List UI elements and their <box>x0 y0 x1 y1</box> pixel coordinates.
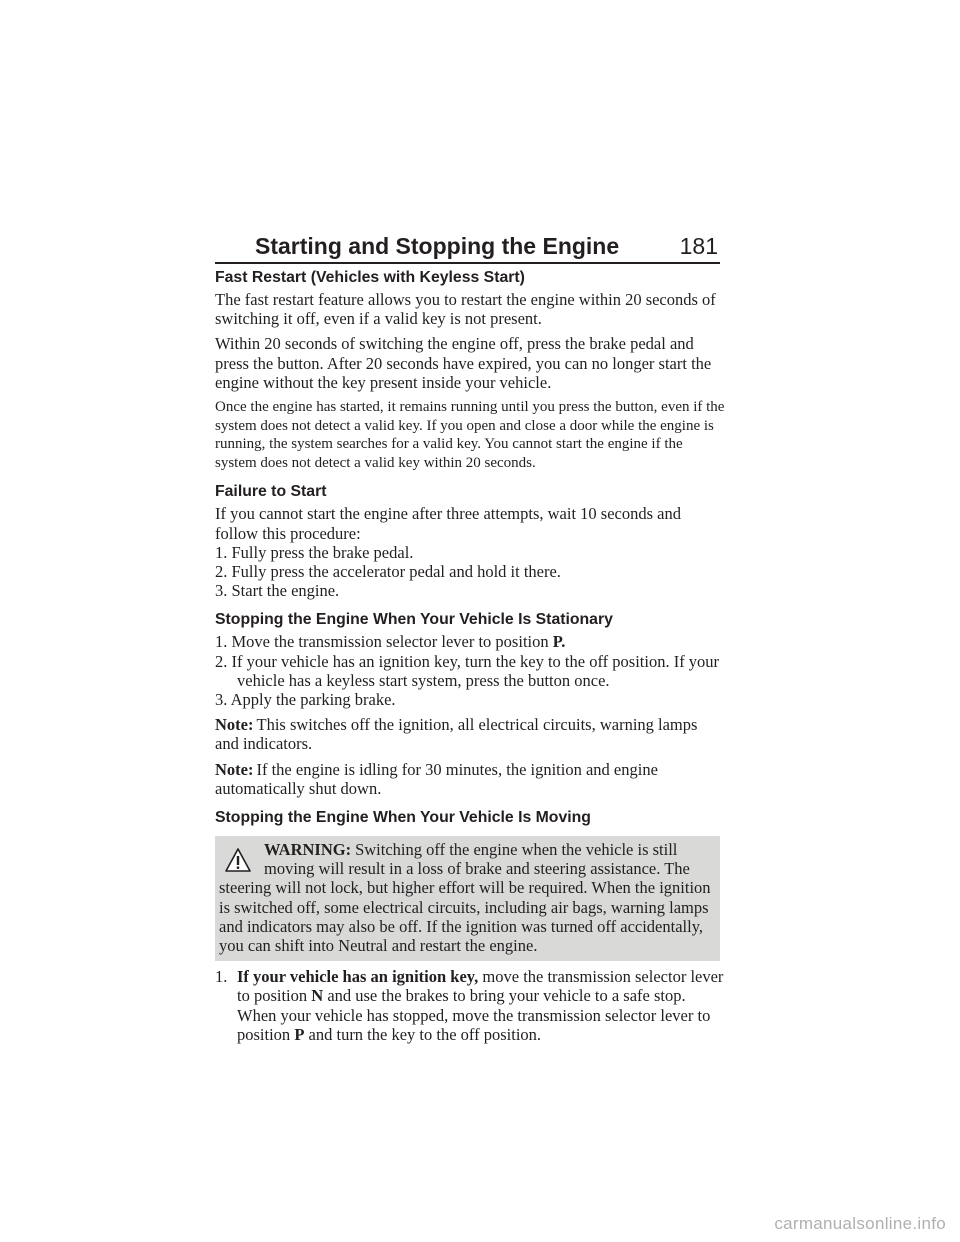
list-item: 3. Apply the parking brake. <box>215 690 396 710</box>
page-content <box>215 268 725 1050</box>
warning-text: steering will not lock, but higher effort will be required. When the ignition is switched off, some electrical circuits, including air bags, warning lamps and indicators may also be off. If the ignition was turned off accidentally, you can shift into Neutral and restart the engine. <box>219 878 711 956</box>
position-letter: P. <box>552 632 566 652</box>
item-text: move the transmission selector lever to position <box>237 967 724 1006</box>
note-label: Note: <box>215 759 254 779</box>
note <box>215 760 725 798</box>
note <box>215 715 725 753</box>
list-item: 2. If your vehicle has an ignition key, turn the key to the off position. If your vehicle has a keyless start system, press the button once. <box>215 651 720 690</box>
warning-lead <box>219 840 714 878</box>
section-heading-moving: Stopping the Engine When Your Vehicle Is Moving <box>215 809 591 827</box>
list-item: 3. Start the engine. <box>215 581 340 601</box>
note-label: Note: <box>215 715 254 735</box>
note-text: This switches off the ignition, all electrical circuits, warning lamps and indicators. <box>215 715 698 754</box>
list-item <box>215 967 725 1044</box>
section-heading-failure-to-start: Failure to Start <box>215 483 327 501</box>
item-lead: If your vehicle has an ignition key, <box>237 967 479 987</box>
warning-box <box>215 836 720 961</box>
position-letter: N <box>311 986 324 1006</box>
header-rule <box>215 262 720 264</box>
chapter-title: Starting and Stopping the Engine <box>255 233 620 259</box>
position-letter: P <box>294 1024 305 1044</box>
list-item: 2. Fully press the accelerator pedal and hold it there. <box>215 562 561 581</box>
step-text: 1. Move the transmission selector lever to position <box>215 632 549 652</box>
procedure-list <box>215 632 725 709</box>
item-text: and use the brakes to bring your vehicle to a safe stop. When your vehicle has stopped, move the transmission selector lever to position <box>237 986 711 1044</box>
note-text: If the engine is idling for 30 minutes, the ignition and engine automatically shut down. <box>215 759 658 798</box>
paragraph: If you cannot start the engine after three attempts, wait 10 seconds and follow this procedure: <box>215 504 681 543</box>
list-item <box>215 632 725 651</box>
running-header <box>255 230 720 264</box>
paragraph: Within 20 seconds of switching the engine off, press the brake pedal and press the button. After 20 seconds have expired, you can no longer start the engine without the key present inside your vehicle. <box>215 334 712 392</box>
item-text: and turn the key to the off position. <box>308 1024 542 1044</box>
item-number: 1. <box>215 967 228 987</box>
list-item: 1. Fully press the brake pedal. <box>215 542 414 562</box>
paragraph: The fast restart feature allows you to restart the engine within 20 seconds of switching it off, even if a valid key is not present. <box>215 290 716 329</box>
procedure-list <box>215 504 725 600</box>
warning-triangle-icon <box>225 848 251 872</box>
section-heading-fast-restart: Fast Restart (Vehicles with Keyless Start) <box>215 269 525 286</box>
section-heading-stationary: Stopping the Engine When Your Vehicle Is Stationary <box>215 611 613 629</box>
warning-label: WARNING: <box>264 840 352 860</box>
watermark: carmanualsonline.info <box>774 1214 946 1233</box>
paragraph: Once the engine has started, it remains running until you press the button, even if the system does not detect a valid key. If you open and close a door while the engine is running, the system searches for a valid key. You cannot start the engine if the system does not detect a valid key within 20 seconds. <box>215 399 725 471</box>
page-number: 181 <box>679 233 718 259</box>
warning-text: Switching off the engine when the vehicle is still moving will result in a loss of brake and steering assistance. The <box>264 840 690 879</box>
